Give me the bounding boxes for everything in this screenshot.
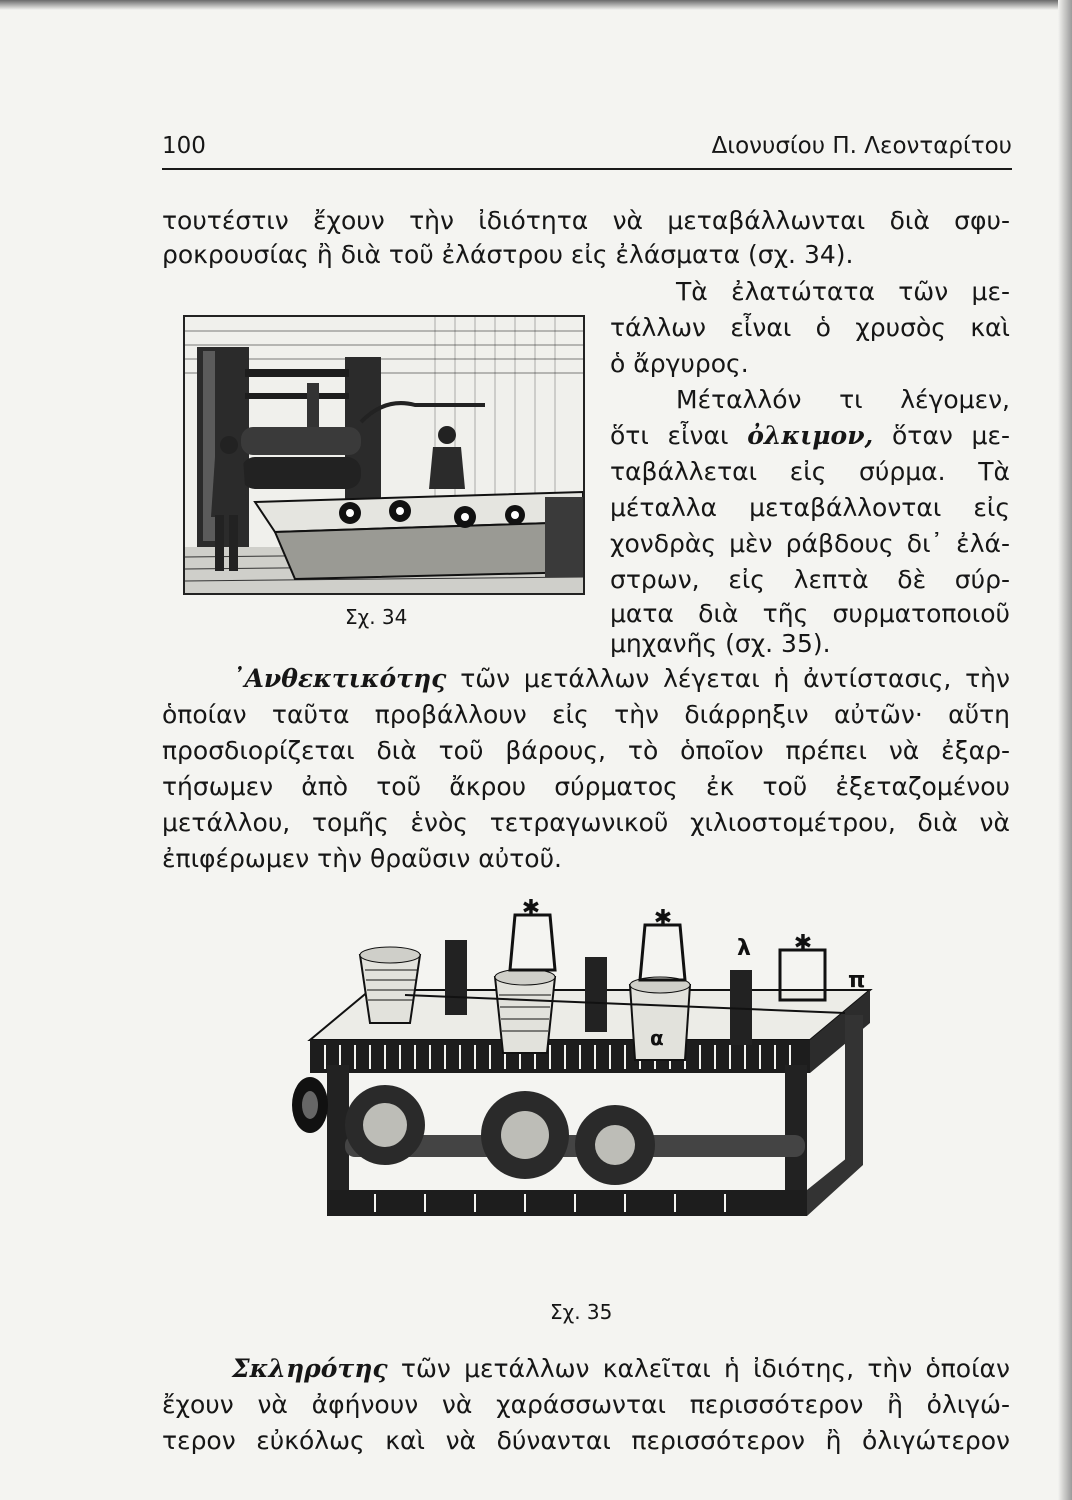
text-line-with-term bbox=[232, 662, 1010, 696]
label-pi: π bbox=[848, 968, 866, 993]
text-line: ὁ ἄργυρος. bbox=[610, 349, 749, 378]
text-line-with-term bbox=[610, 419, 1010, 453]
text-fragment: τῶν μετάλλων λέγεται ἡ ἀντίστασις, τὴν bbox=[460, 664, 1010, 693]
term-antheketikotis: ᾿Ανθεκτικότης bbox=[232, 664, 447, 693]
text-fragment: τῶν μετάλλων καλεῖται ἡ ἰδιότης, τὴν ὁποίαν bbox=[400, 1354, 1010, 1383]
text-line: μηχανῆς (σχ. 35). bbox=[610, 629, 831, 658]
scan-edge-right bbox=[1058, 0, 1072, 1500]
term-sklirotis: Σκληρότης bbox=[232, 1354, 388, 1383]
text-line: μετάλλου, τομῆς ἑνὸς τετραγωνικοῦ χιλιοστομέτρου, διὰ νὰ bbox=[162, 808, 1010, 837]
text-line: ἐπιφέρωμεν τὴν θραῦσιν αὐτοῦ. bbox=[162, 844, 562, 873]
text-line: προσδιορίζεται διὰ τοῦ βάρους, τὸ ὁποῖον πρέπει νὰ ἐξαρ- bbox=[162, 736, 1010, 765]
text-line: ταβάλλεται εἰς σύρμα. Τὰ bbox=[610, 457, 1010, 486]
text-line: τουτέστιν ἔχουν τὴν ἰδιότητα νὰ μεταβάλλωνται διὰ σφυ- bbox=[162, 206, 1010, 235]
page-number: 100 bbox=[162, 133, 206, 159]
text-fragment: ὅταν με- bbox=[892, 421, 1010, 450]
text-line: στρων, εἰς λεπτὰ δὲ σύρ- bbox=[610, 565, 1010, 594]
star-glyph: ✱ bbox=[653, 906, 673, 931]
text-line: ματα διὰ τῆς συρματοποιοῦ bbox=[610, 599, 1010, 628]
label-lambda: λ bbox=[737, 936, 751, 961]
wire-drawing-machine-illustration bbox=[285, 895, 885, 1240]
text-line: μέταλλα μεταβάλλονται εἰς bbox=[610, 493, 1010, 522]
text-line: ροκρουσίας ἢ διὰ τοῦ ἐλάστρου εἰς ἐλάσματα (σχ. 34). bbox=[162, 240, 854, 269]
text-line: ἔχουν νὰ ἀφήνουν νὰ χαράσσωνται περισσότερον ἢ ὀλιγώ- bbox=[162, 1390, 1010, 1419]
text-line: τάλλων εἶναι ὁ χρυσὸς καὶ bbox=[610, 313, 1010, 342]
figure-34-caption: Σχ. 34 bbox=[345, 605, 408, 629]
text-line: τερον εὐκόλως καὶ νὰ δύνανται περισσότερον ἢ ὀλιγώτερον bbox=[162, 1426, 1010, 1455]
text-fragment: ὅτι εἶναι bbox=[610, 421, 729, 450]
figure-35-wire-drawing-machine bbox=[285, 895, 885, 1240]
star-glyph: ✱ bbox=[793, 931, 813, 956]
figure-35-caption: Σχ. 35 bbox=[550, 1300, 613, 1324]
text-line: Τὰ ἐλατώτατα τῶν με- bbox=[676, 277, 1010, 306]
term-olkimon: ὀλκιμον, bbox=[747, 421, 874, 450]
figure-34-rolling-mill bbox=[183, 315, 585, 595]
text-line: χονδρὰς μὲν ράβδους δι᾽ ἐλά- bbox=[610, 529, 1010, 558]
text-line: Μέταλλόν τι λέγομεν, bbox=[676, 385, 1010, 414]
text-line: ὁποίαν ταῦτα προβάλλουν εἰς τὴν διάρρηξιν αὐτῶν· αὕτη bbox=[162, 700, 1010, 729]
rolling-mill-illustration bbox=[185, 317, 583, 593]
page-header bbox=[162, 128, 1012, 170]
scan-edge-top bbox=[0, 0, 1072, 10]
star-glyph: ✱ bbox=[521, 896, 541, 921]
label-alpha: α bbox=[650, 1026, 664, 1050]
text-line: τήσωμεν ἀπὸ τοῦ ἄκρου σύρματος ἐκ τοῦ ἐξεταζομένου bbox=[162, 772, 1010, 801]
text-line-with-term bbox=[232, 1352, 1010, 1386]
running-title: Διονυσίου Π. Λεονταρίτου bbox=[711, 133, 1012, 159]
